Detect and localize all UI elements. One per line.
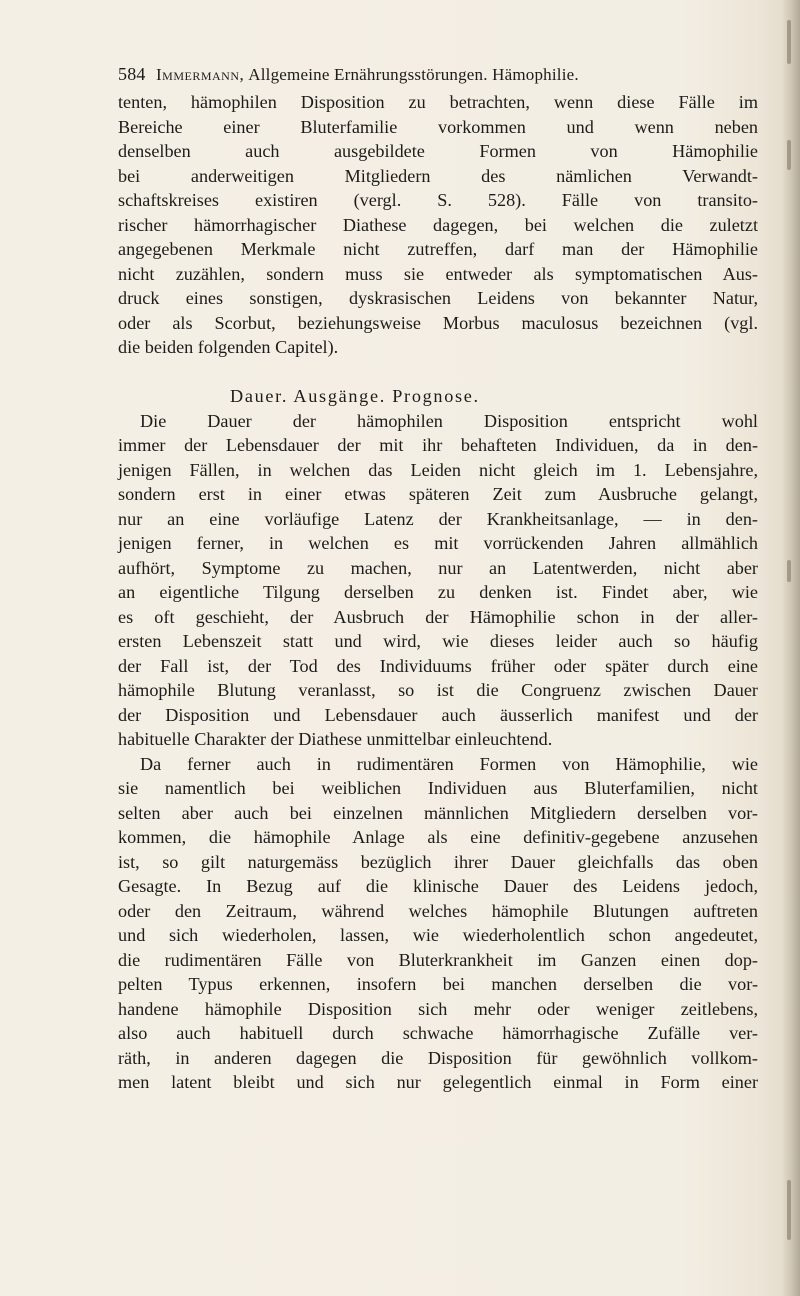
text-line: sie namentlich bei weiblichen Individuen aus Bluterfamilien, nicht — [118, 778, 758, 798]
page-body — [118, 90, 758, 1095]
text-line: immer der Lebensdauer der mit ihr behafteten Individuen, da in den- — [118, 435, 758, 455]
page-edge-mark — [787, 140, 791, 170]
text-line: die beiden folgenden Capitel). — [118, 337, 339, 357]
text-line: men latent bleibt und sich nur gelegentlich einmal in Form einer — [118, 1072, 758, 1092]
text-line: ist, so gilt naturgemäss bezüglich ihrer Dauer gleichfalls das oben — [118, 851, 758, 872]
text-line: jenigen ferner, in welchen es mit vorrückenden Jahren allmählich — [118, 533, 758, 553]
text-line: nur an eine vorläufige Latenz der Krankheitsanlage, — in den- — [118, 508, 758, 529]
text-line: und sich wiederholen, lassen, wie wiederholentlich schon angedeutet, — [118, 925, 758, 945]
text-line: Gesagte. In Bezug auf die klinische Dauer des Leidens jedoch, — [118, 876, 758, 896]
paragraph-2 — [118, 409, 758, 752]
text-line: räth, in anderen dagegen die Disposition für gewöhnlich vollkom- — [118, 1047, 758, 1068]
text-line: angegebenen Merkmale nicht zutreffen, darf man der Hämophilie — [118, 239, 758, 259]
text-line: Da ferner auch in rudimentären Formen von Hämophilie, wie — [140, 753, 758, 774]
text-line: tenten, hämophilen Disposition zu betrachten, wenn diese Fälle im — [118, 92, 758, 112]
paragraph-spacing — [118, 360, 758, 385]
text-line: es oft geschieht, der Ausbruch der Hämophilie schon in der aller- — [118, 606, 758, 627]
text-line: sondern erst in einer etwas späteren Zeit zum Ausbruche gelangt, — [118, 484, 758, 504]
text-line: der Disposition und Lebensdauer auch äusserlich manifest und der — [118, 704, 758, 725]
text-line: aufhört, Symptome zu machen, nur an Latentwerden, nicht aber — [118, 557, 758, 578]
text-line: pelten Typus erkennen, insofern bei manchen derselben die vor- — [118, 974, 758, 994]
text-line: handene hämophile Disposition sich mehr oder weniger zeitlebens, — [118, 998, 758, 1019]
text-line: die rudimentären Fälle von Bluterkrankheit im Ganzen einen dop- — [118, 949, 758, 970]
text-line: Bereiche einer Bluterfamilie vorkommen und wenn neben — [118, 116, 758, 137]
text-line: hämophile Blutung veranlasst, so ist die Congruenz zwischen Dauer — [118, 680, 758, 700]
text-line: ersten Lebenszeit statt und wird, wie dieses leider auch so häufig — [118, 631, 758, 651]
text-line: an eigentliche Tilgung derselben zu denken ist. Findet aber, wie — [118, 582, 758, 602]
text-line: also auch habituell durch schwache hämorrhagische Zufälle ver- — [118, 1023, 758, 1043]
text-line: oder als Scorbut, beziehungsweise Morbus maculosus bezeichnen (vgl. — [118, 312, 758, 333]
text-line: Die Dauer der hämophilen Disposition entspricht wohl — [140, 410, 758, 431]
text-line: druck eines sonstigen, dyskrasischen Leidens von bekannter Natur, — [118, 288, 758, 308]
text-line: habituelle Charakter der Diathese unmittelbar einleuchtend. — [118, 729, 553, 749]
text-line: rischer hämorrhagischer Diathese dagegen, bei welchen die zuletzt — [118, 214, 758, 235]
paragraph-3 — [118, 752, 758, 1095]
page-edge-mark — [787, 1180, 791, 1240]
text-line: kommen, die hämophile Anlage als eine definitiv-gegebene anzusehen — [118, 827, 758, 847]
paragraph-1 — [118, 90, 758, 360]
text-line: denselben auch ausgebildete Formen von Hämophilie — [118, 141, 758, 161]
page-number: 584 — [118, 64, 146, 84]
page-edge-mark — [787, 20, 791, 64]
text-line: jenigen Fällen, in welchen das Leiden nicht gleich im 1. Lebensjahre, — [118, 459, 758, 480]
text-line: nicht zuzählen, sondern muss sie entweder als symptomatischen Aus- — [118, 263, 758, 284]
text-line: selten aber auch bei einzelnen männlichen Mitgliedern derselben vor- — [118, 802, 758, 823]
text-line: oder den Zeitraum, während welches hämophile Blutungen auftreten — [118, 900, 758, 921]
text-line: schaftskreises existiren (vergl. S. 528). Fälle von transito- — [118, 190, 758, 210]
page-edge-mark — [787, 560, 791, 582]
page-edge-shadow — [782, 0, 800, 1296]
running-head — [118, 64, 738, 88]
text-line: der Fall ist, der Tod des Individuums früher oder später durch eine — [118, 655, 758, 676]
section-heading: Dauer. Ausgänge. Prognose. — [230, 386, 480, 406]
running-head-author: Immermann, — [156, 65, 245, 84]
text-line: bei anderweitigen Mitgliedern des nämlichen Verwandt- — [118, 165, 758, 186]
running-head-title: Allgemeine Ernährungsstörungen. Hämophilie. — [248, 65, 579, 84]
